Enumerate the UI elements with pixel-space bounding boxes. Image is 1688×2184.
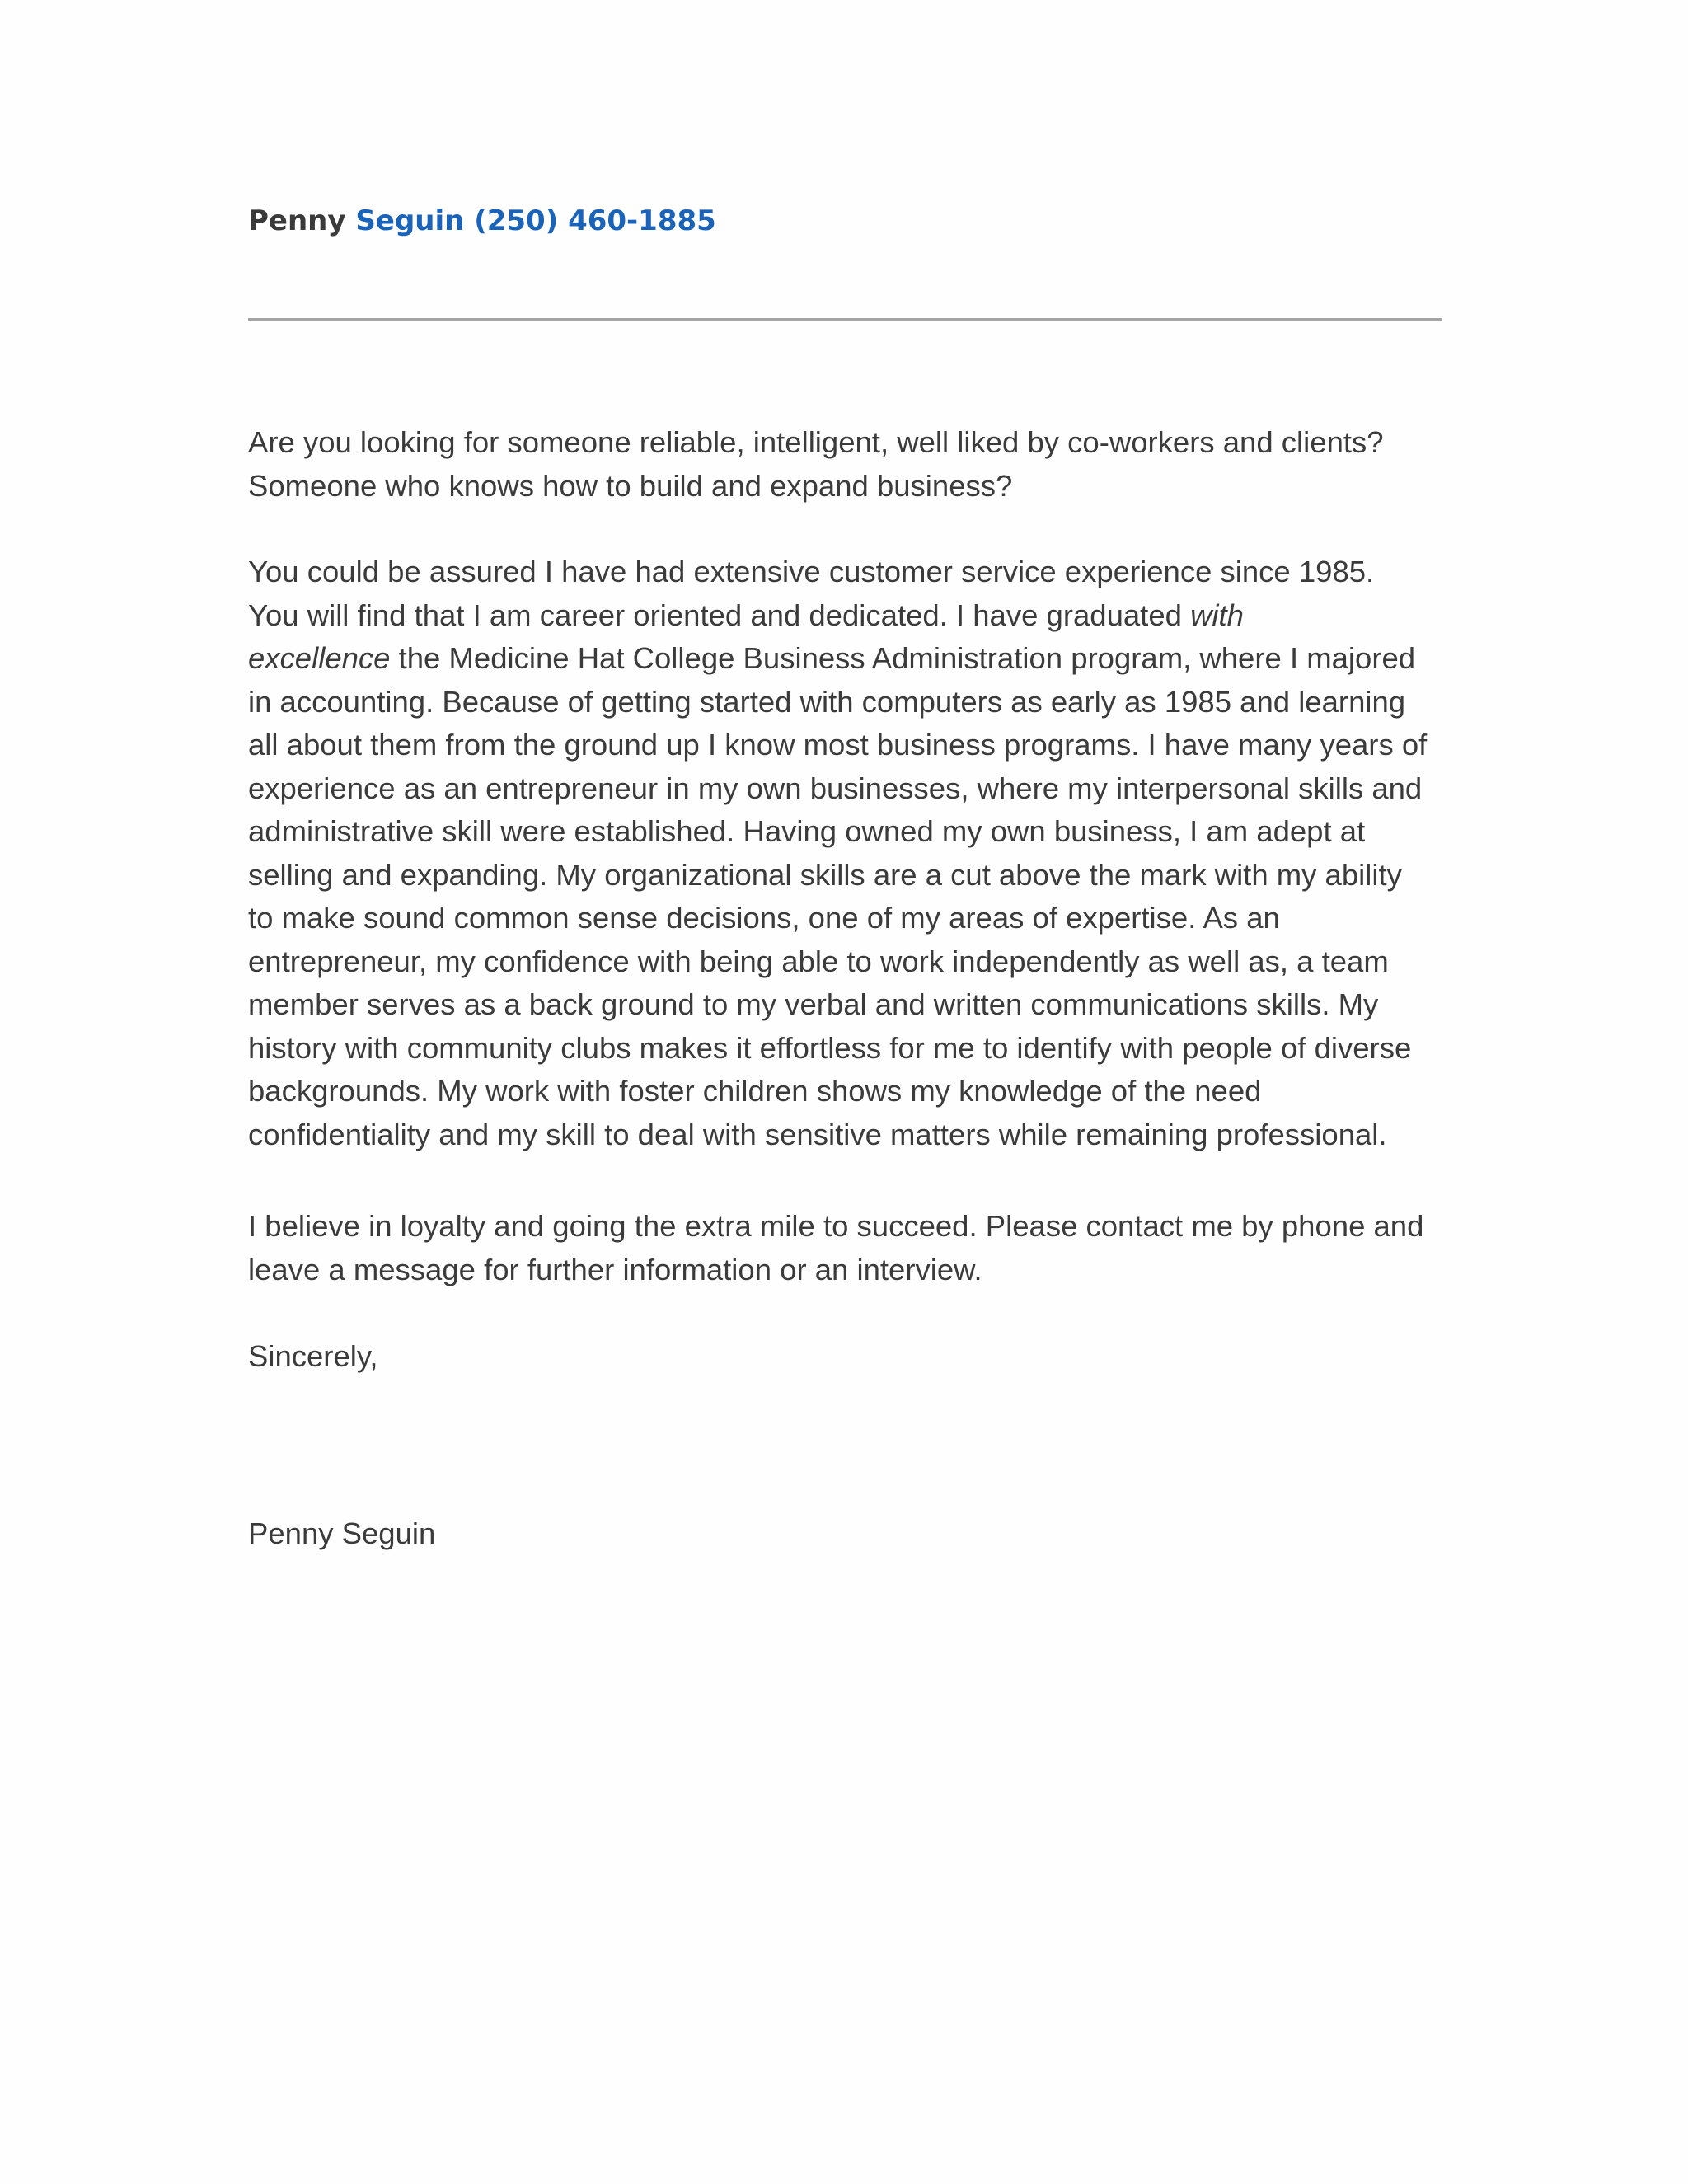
text-line: I believe in loyalty and going the extra mile to succeed. Please contact me by phone and — [248, 1209, 1424, 1243]
header-divider — [248, 318, 1442, 321]
text-line: backgrounds. My work with foster children shows my knowledge of the need — [248, 1074, 1262, 1108]
paragraph-closing — [248, 1205, 1451, 1291]
text-line: selling and expanding. My organizational skills are a cut above the mark with my ability — [248, 857, 1402, 892]
closing-salutation: Sincerely, — [248, 1339, 378, 1373]
text-line — [248, 637, 1451, 681]
text-line: Are you looking for someone reliable, intelligent, well liked by co-workers and clients? — [248, 425, 1384, 459]
italic-text: excellence — [248, 641, 391, 675]
text-run: the Medicine Hat College Business Administration program, where I majored — [390, 641, 1416, 675]
signature-name: Penny Seguin — [248, 1516, 436, 1550]
text-line: experience as an entrepreneur in my own businesses, where my interpersonal skills and — [248, 771, 1423, 805]
text-line: in accounting. Because of getting started with computers as early as 1985 and learning — [248, 684, 1406, 719]
header-first-name: Penny — [248, 204, 346, 237]
text-run: You will find that I am career oriented and dedicated. I have graduated — [248, 598, 1191, 632]
text-line: member serves as a back ground to my verbal and written communications skills. My — [248, 987, 1379, 1021]
italic-text: with — [1190, 598, 1244, 632]
text-line: all about them from the ground up I know most business programs. I have many years of — [248, 728, 1428, 762]
text-line: Someone who knows how to build and expand business? — [248, 468, 1013, 503]
text-line: leave a message for further information or an interview. — [248, 1252, 982, 1286]
text-line: confidentiality and my skill to deal with sensitive matters while remaining professional. — [248, 1117, 1387, 1151]
paragraph-intro — [248, 421, 1451, 508]
letter-header — [248, 201, 716, 241]
text-line: history with community clubs makes it effortless for me to identify with people of diverse — [248, 1030, 1412, 1065]
header-name-phone: Seguin (250) 460-1885 — [355, 204, 716, 237]
text-line: administrative skill were established. Having owned my own business, I am adept at — [248, 814, 1366, 848]
text-line: You could be assured I have had extensive customer service experience since 1985. — [248, 555, 1375, 588]
text-line: to make sound common sense decisions, one of my areas of expertise. As an — [248, 901, 1280, 935]
text-line — [248, 594, 1451, 638]
text-line: entrepreneur, my confidence with being able to work independently as well as, a team — [248, 944, 1389, 978]
paragraph-qualifications — [248, 551, 1451, 1156]
